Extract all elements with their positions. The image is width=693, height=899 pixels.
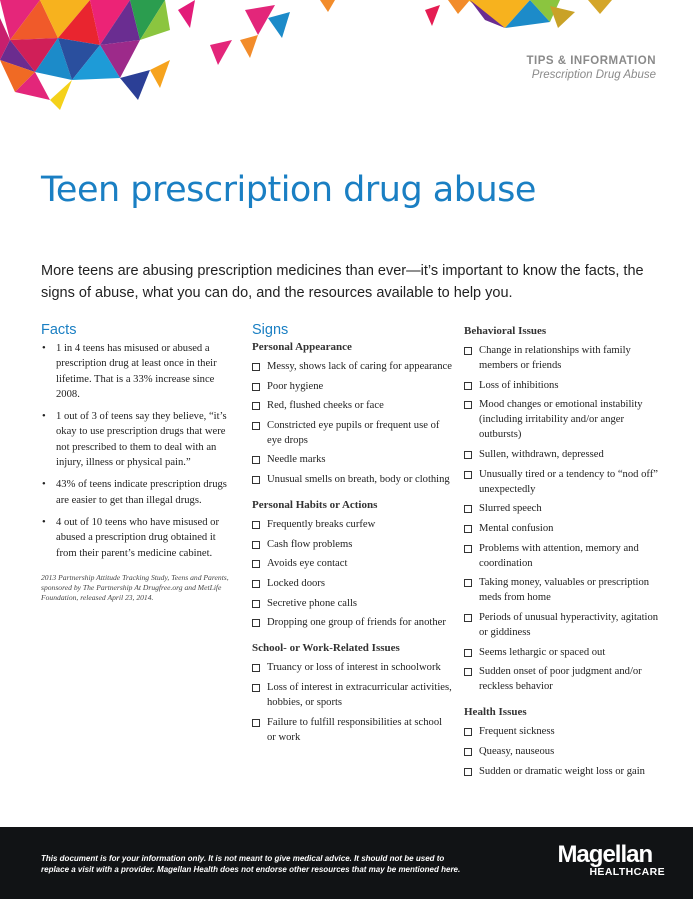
signs-heading: Signs (252, 322, 289, 338)
checkbox-icon (252, 402, 260, 410)
checkbox-icon (252, 363, 260, 371)
checklist-item: Red, flushed cheeks or face (252, 398, 452, 413)
checklist-item: Problems with attention, memory and coordination (464, 541, 664, 571)
checklist-item: Sullen, withdrawn, depressed (464, 447, 664, 462)
group-heading-personal-appearance: Personal Appearance (252, 341, 352, 353)
checklist-item: Needle marks (252, 452, 452, 467)
checkbox-icon (464, 505, 472, 513)
checkbox-icon (464, 451, 472, 459)
facts-heading: Facts (41, 322, 77, 338)
checkbox-icon (464, 579, 472, 587)
checklist (252, 517, 452, 630)
checklist-item: Constricted eye pupils or frequent use of eye drops (252, 418, 452, 448)
checkbox-icon (464, 401, 472, 409)
checklist-item: Slurred speech (464, 501, 664, 516)
document-tag (526, 55, 656, 81)
checkbox-icon (252, 580, 260, 588)
checklist-item: Unusual smells on breath, body or clothing (252, 472, 452, 487)
checklist-item: Frequently breaks curfew (252, 517, 452, 532)
footer-disclaimer: This document is for your information only. It is not meant to give medical advice. It should not be used to replace a visit with a provider. Magellan Health does not endorse other resources that may be mentioned here. (41, 854, 461, 874)
checkbox-icon (464, 768, 472, 776)
logo-subtext: HEALTHCARE (589, 866, 665, 878)
checklist-item: Sudden or dramatic weight loss or gain (464, 764, 664, 779)
page-title: Teen prescription drug abuse (41, 170, 536, 210)
checkbox-icon (252, 422, 260, 430)
checklist-item: Mental confusion (464, 521, 664, 536)
checklist-item: Taking money, valuables or prescription meds from home (464, 575, 664, 605)
checkbox-icon (464, 614, 472, 622)
facts-list (41, 341, 236, 561)
checklist-item: Loss of inhibitions (464, 378, 664, 393)
behavior-health-column (464, 322, 664, 783)
checkbox-icon (252, 600, 260, 608)
checklist-item: Sudden onset of poor judgment and/or reckless behavior (464, 664, 664, 694)
checkbox-icon (252, 619, 260, 627)
facts-column (41, 322, 236, 604)
intro-paragraph: More teens are abusing prescription medicines than ever—it’s important to know the facts, the signs of abuse, what you can do, and the resources available to help you. (41, 263, 644, 301)
checklist-item: Periods of unusual hyperactivity, agitation or giddiness (464, 610, 664, 640)
checklist-item: Seems lethargic or spaced out (464, 645, 664, 660)
checkbox-icon (252, 383, 260, 391)
checkbox-icon (464, 382, 472, 390)
checkbox-icon (464, 748, 472, 756)
fact-item: • 1 out of 3 of teens say they believe, “it’s okay to use prescription drugs that were not prescribed to them to deal with an injury, illness or physical pain.” (41, 409, 236, 470)
checklist-item: Mood changes or emotional instability (including irritability and/or anger outbursts) (464, 397, 664, 442)
checklist (252, 660, 452, 744)
group-heading-behavioral: Behavioral Issues (464, 325, 547, 337)
checklist-item: Loss of interest in extracurricular activities, hobbies, or sports (252, 680, 452, 710)
signs-column (252, 322, 452, 749)
checkbox-icon (464, 525, 472, 533)
checkbox-icon (464, 347, 472, 355)
checkbox-icon (252, 476, 260, 484)
footer (0, 827, 693, 899)
checklist-item: Cash flow problems (252, 537, 452, 552)
tag-subtitle: Prescription Drug Abuse (531, 69, 656, 81)
logo-wordmark: Magellan (557, 841, 653, 868)
checklist-item: Dropping one group of friends for another (252, 615, 452, 630)
source-citation: 2013 Partnership Attitude Tracking Study, Teens and Parents, sponsored by The Partnership At Drugfree.org and MetLife Foundation, released April 23, 2014. (41, 572, 229, 603)
magellan-logo (557, 843, 665, 878)
checklist-item: Messy, shows lack of caring for appearance (252, 359, 452, 374)
checklist-item: Secretive phone calls (252, 596, 452, 611)
checklist-item: Truancy or loss of interest in schoolwork (252, 660, 452, 675)
checkbox-icon (252, 456, 260, 464)
checkbox-icon (252, 541, 260, 549)
checkbox-icon (464, 471, 472, 479)
group-heading-school-work: School- or Work-Related Issues (252, 642, 400, 655)
checklist-item: Failure to fulfill responsibilities at school or work (252, 715, 452, 745)
fact-item: • 1 in 4 teens has misused or abused a prescription drug at least once in their lifetime. That is a 33% increase since 2008. (41, 341, 236, 402)
checkbox-icon (464, 649, 472, 657)
checklist (464, 343, 664, 694)
checkbox-icon (464, 545, 472, 553)
checklist-item: Avoids eye contact (252, 556, 452, 571)
checklist-item: Frequent sickness (464, 724, 664, 739)
checklist-item: Change in relationships with family members or friends (464, 343, 664, 373)
checkbox-icon (464, 728, 472, 736)
checkbox-icon (252, 521, 260, 529)
tag-title: TIPS & INFORMATION (526, 55, 656, 67)
checklist-item: Poor hygiene (252, 379, 452, 394)
group-heading-personal-habits: Personal Habits or Actions (252, 499, 378, 512)
checklist-item: Locked doors (252, 576, 452, 591)
checklist (252, 359, 452, 487)
checkbox-icon (464, 668, 472, 676)
checklist (464, 724, 664, 778)
checkbox-icon (252, 560, 260, 568)
fact-item: • 4 out of 10 teens who have misused or abused a prescription drug obtained it from their parent’s medicine cabinet. (41, 515, 236, 561)
group-heading-health: Health Issues (464, 706, 527, 719)
checklist-item: Queasy, nauseous (464, 744, 664, 759)
checkbox-icon (252, 719, 260, 727)
checkbox-icon (252, 664, 260, 672)
checkbox-icon (252, 684, 260, 692)
fact-item: • 43% of teens indicate prescription drugs are easier to get than illegal drugs. (41, 477, 236, 508)
checklist-item: Unusually tired or a tendency to “nod off” unexpectedly (464, 467, 664, 497)
